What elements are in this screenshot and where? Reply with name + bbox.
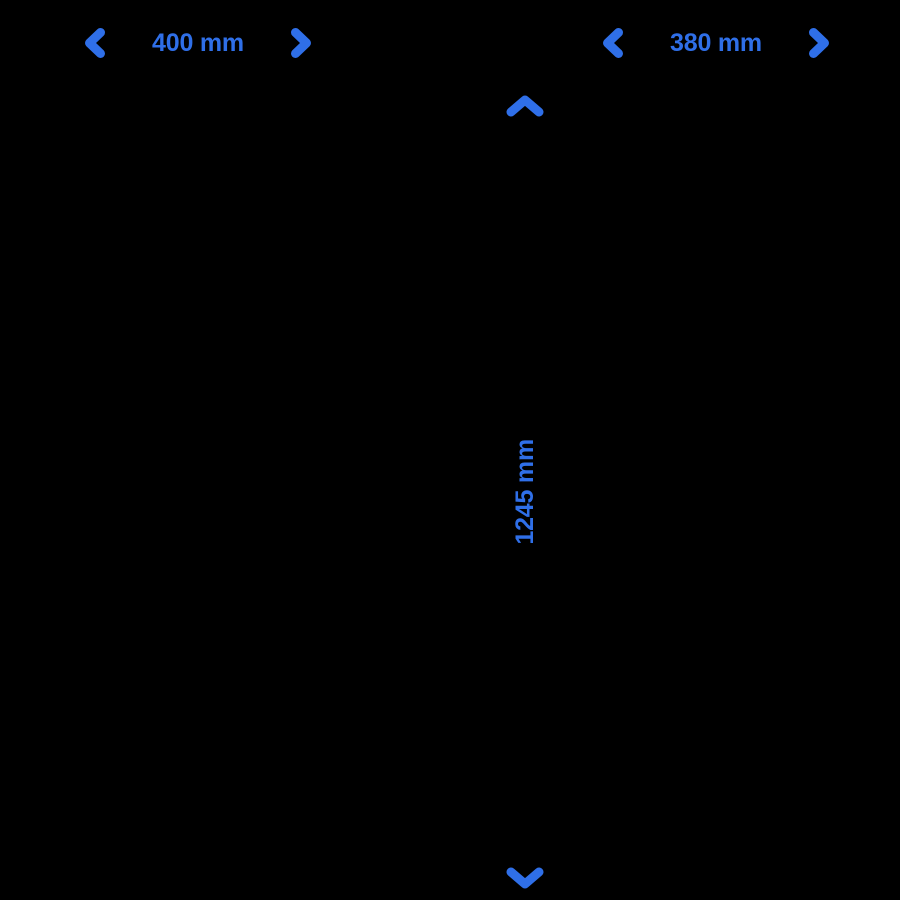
- chevron-left-icon[interactable]: [597, 26, 631, 60]
- left-width-value: 400 mm: [152, 28, 244, 57]
- chevron-down-icon[interactable]: [503, 862, 547, 892]
- right-width-value: 380 mm: [670, 28, 762, 57]
- dimension-control-left-width: [52, 18, 344, 68]
- height-value: 1245 mm: [510, 439, 539, 545]
- dimension-control-height: [480, 92, 570, 892]
- chevron-right-icon[interactable]: [801, 26, 835, 60]
- chevron-up-icon[interactable]: [503, 92, 547, 122]
- dimension-control-right-width: [570, 18, 862, 68]
- chevron-left-icon[interactable]: [79, 26, 113, 60]
- chevron-right-icon[interactable]: [283, 26, 317, 60]
